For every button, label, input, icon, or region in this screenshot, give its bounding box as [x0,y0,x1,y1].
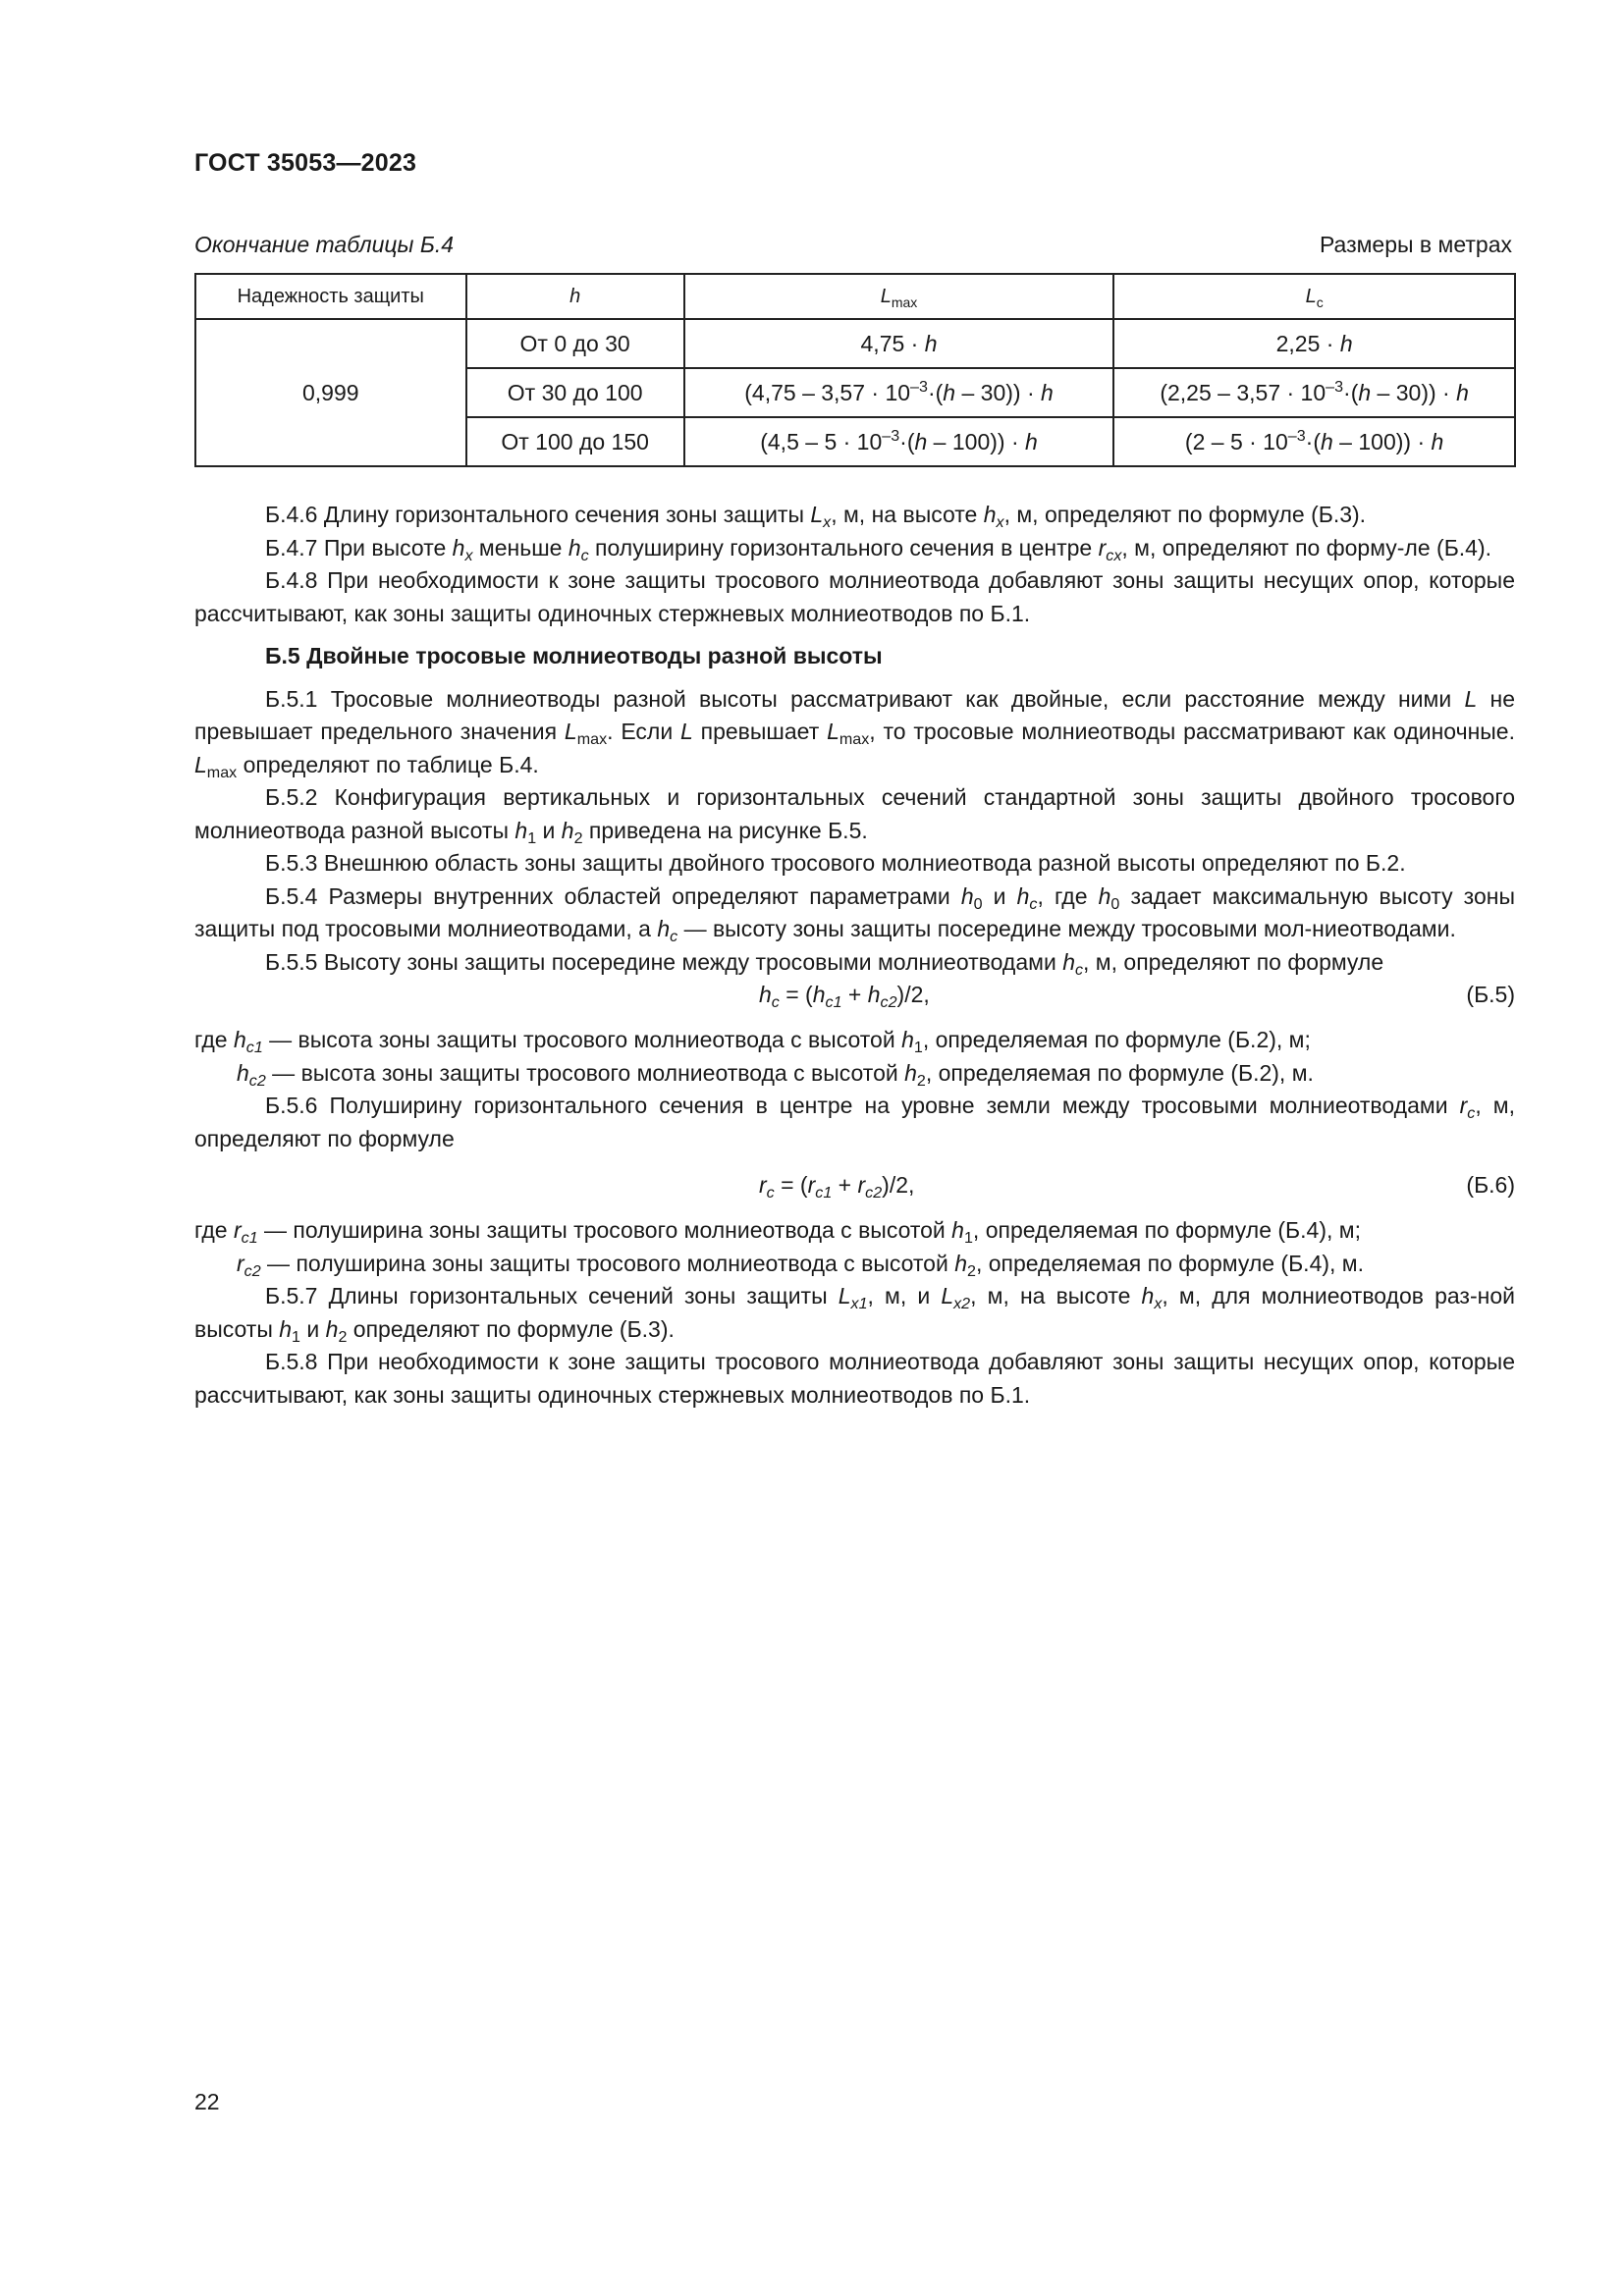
paragraph-b46 [194,499,1515,532]
formula-part: – 30)) · [1371,379,1457,405]
table-b4-end [194,273,1516,467]
where-line [194,1248,1515,1281]
text: меньше [472,534,568,561]
var: L [810,502,824,527]
where-line [194,1214,1515,1248]
text: и [536,817,562,843]
formula-part: ·( [1305,428,1321,454]
formula-b6-expression [759,1169,914,1202]
var: h [561,817,574,843]
text: где [194,1217,234,1243]
sub: x [996,513,1004,531]
formula-b6-number: (Б.6) [1466,1172,1515,1198]
formula-var: h [1431,428,1444,454]
sub: c [1029,894,1038,913]
var: h [568,534,581,561]
sub: max [576,730,608,748]
var: h [960,882,974,909]
text: Б.5.5 Высоту зоны защиты посередине между тросовыми молниеотводами [265,948,1063,975]
var: h [951,1217,964,1243]
sub: 2 [573,828,583,847]
text: , то тросовые молниеотводы рассматривают как одиночные. [869,719,1515,744]
lc-cell [1113,417,1515,466]
paragraph-b51 [194,683,1515,782]
var: h [867,982,881,1007]
var: h [954,1250,967,1276]
var: h [759,982,772,1007]
sub: c [1074,960,1084,979]
var: h [812,982,826,1007]
sub: c1 [245,1039,263,1056]
text: , определяемая по формуле (Б.2), м; [922,1027,1311,1052]
text: — полуширина зоны защиты тросового молниеотвода с высотой [260,1250,955,1276]
var: h [904,1059,917,1086]
sub: c1 [815,1184,833,1201]
sub: c2 [865,1184,883,1201]
text: , где [1037,882,1099,909]
var: h [983,502,997,527]
body-text [194,499,1515,1412]
text: и [982,882,1017,909]
text: , м, на высоте [970,1283,1142,1308]
formula-b6 [194,1169,1515,1202]
sub: max [839,730,870,748]
formula-var: h [924,330,938,356]
paragraph-b54 [194,881,1515,946]
formula-b5-expression [759,979,930,1012]
text: + [841,982,868,1007]
header-lc-var: L [1305,285,1317,307]
text: Б.4.6 Длину горизонтального сечения зоны защиты [265,502,811,527]
formula-var: h [1456,379,1469,405]
formula-exp: –3 [1287,426,1306,445]
text: , определяемая по формуле (Б.4), м; [972,1217,1361,1243]
table-caption-row [194,232,1512,258]
formula-var: h [1339,330,1353,356]
text: Б.5.7 Длины горизонтальных сечений зоны защиты [265,1283,839,1308]
sub: x [823,513,832,531]
var: r [759,1172,767,1198]
var: h [514,817,528,843]
text: — высота зоны защиты тросового молниеотвода с высотой [265,1059,905,1086]
text: приведена на рисунке Б.5. [582,817,868,843]
text: , м, определяют по формуле (Б.3). [1003,502,1367,527]
standard-header: ГОСТ 35053—2023 [194,149,417,177]
lmax-cell [684,368,1113,417]
paragraph-b56 [194,1090,1515,1155]
sub: x [464,546,473,564]
formula-part: – 100)) · [1332,428,1432,454]
var: r [237,1250,244,1276]
text: не превышает предельного значения [194,685,1515,744]
reliability-cell: 0,999 [195,319,466,466]
var: h [325,1315,339,1342]
sub: 0 [973,894,983,913]
sub: c2 [244,1261,261,1280]
sub: 1 [527,828,537,847]
sub: c2 [880,993,897,1011]
formula-part: 4,75 · [860,330,925,356]
sub: c1 [825,993,842,1011]
header-lmax-var: L [880,285,892,307]
sub: 1 [913,1039,923,1056]
var: r [233,1217,242,1243]
var: h [1098,882,1111,909]
text: и [300,1315,326,1342]
var: h [233,1027,246,1052]
formula-part: – 100)) · [927,428,1026,454]
sub: c1 [241,1229,258,1247]
sub: 2 [967,1261,976,1280]
text: Б.5.2 Конфигурация вертикальных и горизонтальных сечений стандартной зоны защиты двойного тросового молниеотвода разной высоты [194,784,1515,843]
page-number: 22 [194,2089,220,2114]
paragraph-b57 [194,1280,1515,1346]
header-lc-sub: c [1316,294,1324,310]
sub: c [771,993,780,1011]
var: L [1464,685,1478,712]
var: h [1062,948,1075,975]
var: L [564,719,577,744]
lmax-cell [684,417,1113,466]
formula-part: (4,75 – 3,57 · 10 [744,379,911,405]
sub: c [670,928,678,945]
var: h [237,1059,249,1086]
units-note: Размеры в метрах [1319,232,1512,257]
sub: 1 [292,1327,300,1346]
formula-part: ·( [927,379,944,405]
table-row [195,319,1515,368]
text: )/2, [896,982,930,1007]
sub: 0 [1110,894,1120,913]
sub: c [580,546,589,564]
formula-var: h [1041,379,1054,405]
header-lmax [684,274,1113,319]
text: Б.4.7 При высоте [265,534,453,561]
text: — полуширина зоны защиты тросового молниеотвода с высотой [257,1217,952,1243]
section-heading-b5: Б.5 Двойные тросовые молниеотводы разной высоты [265,643,883,668]
formula-var: h [1321,428,1333,454]
sub: c [766,1184,775,1201]
text: Б.5.6 Полуширину горизонтального сечения в центре на уровне земли между тросовыми молниеотводами [265,1093,1460,1118]
range-cell: От 0 до 30 [466,319,684,368]
text: , м, на высоте [831,502,984,527]
var: L [680,719,693,744]
sub: c [1467,1104,1476,1122]
text: , м, определяют по формуле [1083,948,1384,975]
header-lmax-sub: max [891,294,918,310]
paragraph-b55 [194,946,1515,980]
var: r [857,1172,866,1198]
var: h [901,1027,914,1052]
var: r [807,1172,816,1198]
text: Б.5.1 Тросовые молниеотводы разной высоты рассматривают как двойные, если расстояние между ними [265,685,1465,712]
text: определяют по таблице Б.4. [237,751,539,777]
formula-part: ·( [899,428,915,454]
formula-part: (4,5 – 5 · 10 [760,428,883,454]
lc-cell [1113,368,1515,417]
formula-part: ·( [1343,379,1359,405]
var: L [827,719,839,744]
paragraph-b58: Б.5.8 При необходимости к зоне защиты тросового молниеотвода добавляют зоны защиты несущих опор, которые рассчитывают, как зоны защиты одиночных стержневых молниеотводов по Б.1. [194,1349,1515,1408]
sub: x1 [850,1295,868,1312]
text: , определяемая по формуле (Б.4), м. [975,1250,1365,1276]
formula-b5 [194,979,1515,1012]
paragraph-b53: Б.5.3 Внешнюю область зоны защиты двойного тросового молниеотвода разной высоты определяют по Б.2. [265,850,1406,876]
formula-part: (2,25 – 3,57 · 10 [1160,379,1326,405]
sub: x2 [953,1295,971,1312]
formula-part: (2 – 5 · 10 [1184,428,1288,454]
sub: 2 [916,1071,926,1090]
var: L [838,1283,851,1308]
table-header-row [195,274,1515,319]
formula-b5-number: (Б.5) [1466,982,1515,1007]
range-cell: От 30 до 100 [466,368,684,417]
text: + [832,1172,858,1198]
table-caption: Окончание таблицы Б.4 [194,232,455,257]
where-line [194,1024,1515,1057]
formula-var: h [943,379,956,405]
header-reliability: Надежность защиты [195,274,466,319]
lmax-cell [684,319,1113,368]
text: = ( [779,982,813,1007]
formula-var: h [1358,379,1372,405]
lc-cell [1113,319,1515,368]
formula-part: – 30)) · [955,379,1041,405]
var: h [1016,882,1030,909]
text: , м, и [867,1283,942,1308]
text: определяют по формуле (Б.3). [347,1315,675,1342]
text: , м, для молниеотводов раз-ной высоты [194,1283,1515,1342]
text: , м, определяют по формуле [194,1093,1515,1151]
sub: cx [1106,546,1122,564]
var: r [1459,1093,1468,1118]
text: — высота зоны защиты тросового молниеотвода с высотой [262,1027,902,1052]
text: . Если [607,719,681,744]
text: , определяемая по формуле (Б.2), м. [925,1059,1314,1086]
var: r [1098,534,1107,561]
formula-var: h [1025,428,1038,454]
paragraph-b52 [194,781,1515,847]
where-line [194,1057,1515,1091]
text: )/2, [882,1172,915,1198]
sub: 2 [338,1327,348,1346]
sub: c2 [248,1071,266,1090]
var: h [279,1315,293,1342]
var: h [1141,1283,1155,1308]
text: где [194,1027,234,1052]
formula-exp: –3 [882,426,900,445]
formula-part: 2,25 · [1275,330,1340,356]
formula-var: h [914,428,928,454]
text: полуширину горизонтального сечения в центре [588,534,1099,561]
var: L [194,751,207,777]
text: превышает [692,719,828,744]
formula-exp: –3 [1326,377,1344,396]
text: = ( [774,1172,808,1198]
text: задает максимальную высоту зоны защиты под тросовыми молниеотводами, а [194,882,1515,941]
text: Б.5.4 Размеры внутренних областей определяют параметрами [265,882,961,909]
header-h: h [466,274,684,319]
var: h [452,534,465,561]
sub: max [206,763,238,781]
sub: 1 [963,1229,973,1247]
header-lc [1113,274,1515,319]
var: h [657,916,671,941]
sub: x [1154,1295,1163,1312]
formula-exp: –3 [910,377,928,396]
paragraph-b47 [194,532,1515,565]
text: , м, определяют по форму-ле (Б.4). [1121,534,1492,561]
paragraph-b48: Б.4.8 При необходимости к зоне защиты тросового молниеотвода добавляют зоны защиты несущих опор, которые рассчитывают, как зоны защиты одиночных стержневых молниеотводов по Б.1. [194,567,1515,626]
text: — высоту зоны защиты посередине между тросовыми мол-ниеотводами. [677,916,1456,941]
var: L [941,1283,954,1308]
range-cell: От 100 до 150 [466,417,684,466]
